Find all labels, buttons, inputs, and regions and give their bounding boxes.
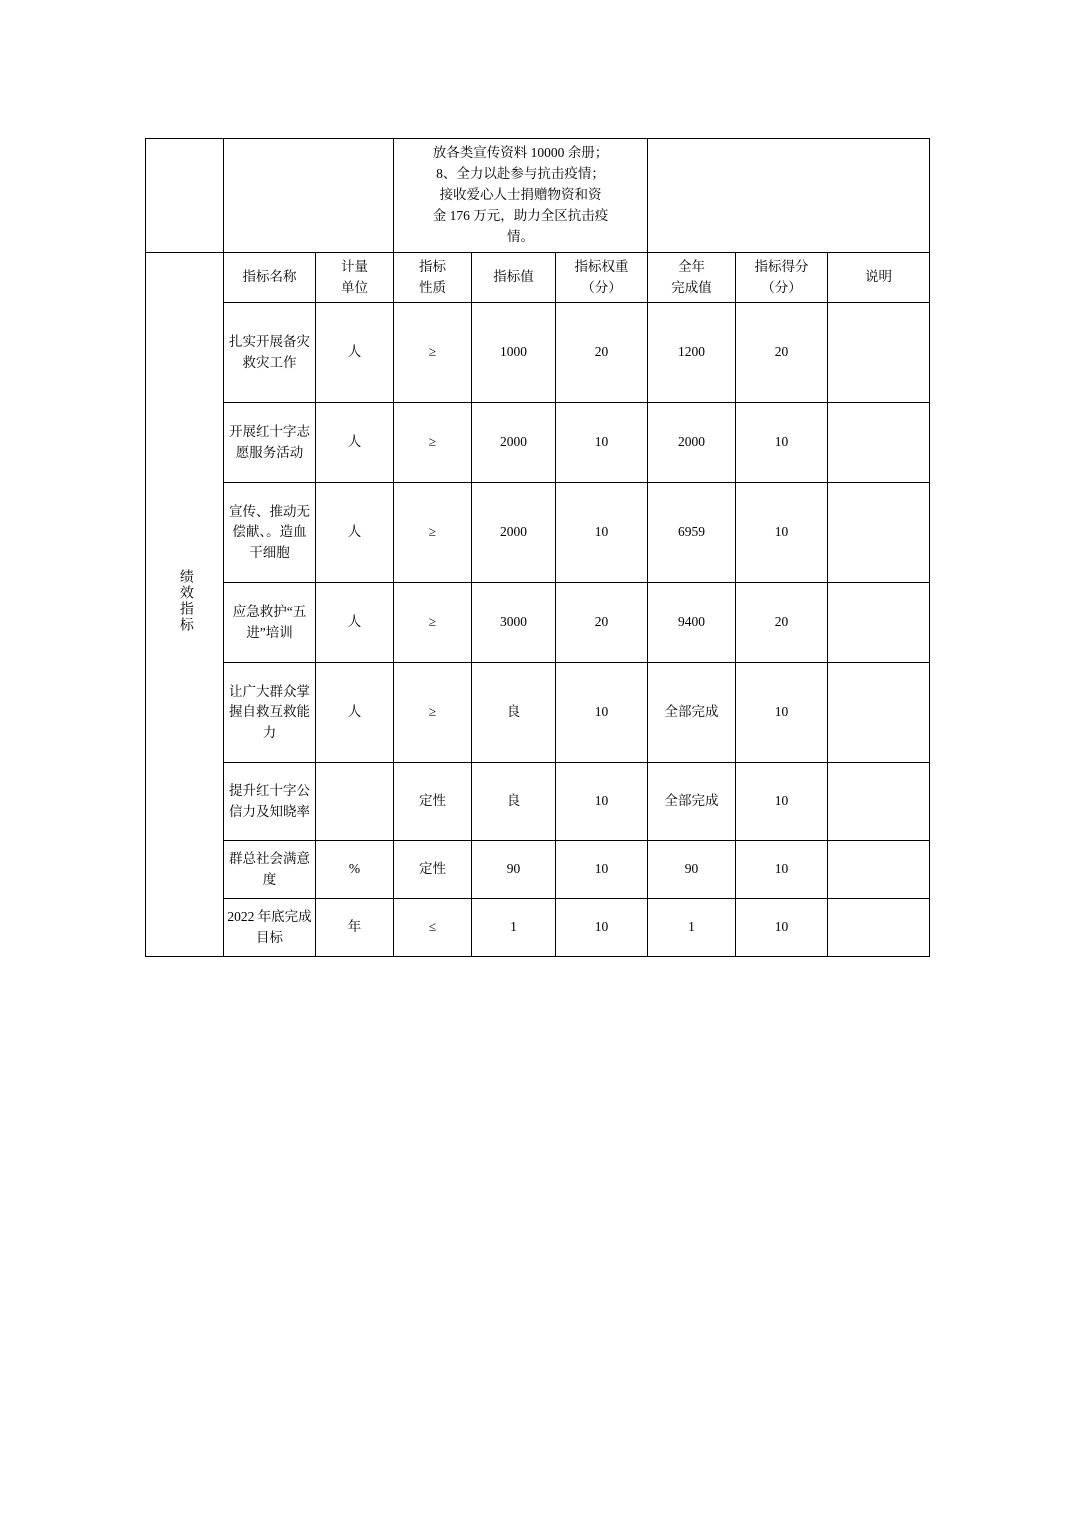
cell-annual: 1: [648, 899, 736, 957]
narrative-line-5: 情。: [507, 228, 534, 244]
narrative-line-2: 8、全力以赴参与抗击疫情；: [436, 165, 605, 181]
header-weight-line1: 指标权重: [574, 258, 629, 274]
cell-nature: ≥: [394, 483, 472, 583]
cell-annual: 全部完成: [648, 763, 736, 841]
cell-weight: 10: [556, 841, 648, 899]
header-weight: [556, 252, 648, 303]
cell-score: 10: [736, 403, 828, 483]
cell-weight: 20: [556, 303, 648, 403]
cell-weight: 10: [556, 483, 648, 583]
narrative-right-spacer: [648, 139, 930, 253]
cell-indicator-name: 提升红十字公信力及知晓率: [224, 763, 316, 841]
header-annual-line2: 完成值: [671, 279, 712, 295]
cell-annual: 6959: [648, 483, 736, 583]
cell-unit: 人: [316, 303, 394, 403]
cell-score: 10: [736, 663, 828, 763]
cell-annual: 全部完成: [648, 663, 736, 763]
cell-score: 20: [736, 303, 828, 403]
performance-indicator-table: [145, 138, 930, 957]
cell-weight: 20: [556, 583, 648, 663]
cell-unit: [316, 763, 394, 841]
cell-score: 10: [736, 841, 828, 899]
cell-nature: 定性: [394, 841, 472, 899]
cell-note: [828, 841, 930, 899]
cell-value: 3000: [472, 583, 556, 663]
cell-value: 2000: [472, 403, 556, 483]
table-row: [146, 841, 930, 899]
table-row: [146, 303, 930, 403]
cell-nature: ≥: [394, 583, 472, 663]
table-row: [146, 663, 930, 763]
cell-note: [828, 583, 930, 663]
cell-note: [828, 899, 930, 957]
cell-indicator-name: 2022 年底完成目标: [224, 899, 316, 957]
cell-weight: 10: [556, 763, 648, 841]
cell-note: [828, 663, 930, 763]
cell-value: 1: [472, 899, 556, 957]
header-annual: [648, 252, 736, 303]
cell-nature: 定性: [394, 763, 472, 841]
cell-score: 20: [736, 583, 828, 663]
header-score: [736, 252, 828, 303]
table-row-narrative: [146, 139, 930, 253]
cell-unit: 人: [316, 663, 394, 763]
cell-indicator-name: 群总社会满意度: [224, 841, 316, 899]
cell-value: 1000: [472, 303, 556, 403]
cell-note: [828, 303, 930, 403]
cell-indicator-name: 扎实开展备灾救灾工作: [224, 303, 316, 403]
header-value: 指标值: [472, 252, 556, 303]
table-row: [146, 763, 930, 841]
cell-value: 2000: [472, 483, 556, 583]
header-unit-line2: 单位: [341, 279, 368, 295]
cell-unit: 人: [316, 483, 394, 583]
cell-annual: 2000: [648, 403, 736, 483]
cell-nature: ≥: [394, 303, 472, 403]
cell-value: 90: [472, 841, 556, 899]
table-row: [146, 403, 930, 483]
narrative-line-3: 接收爱心人士捐赠物资和资: [439, 186, 602, 202]
cell-annual: 1200: [648, 303, 736, 403]
header-unit: [316, 252, 394, 303]
row-group-label-text: 绩效指标: [177, 569, 193, 634]
header-indicator-name: 指标名称: [224, 252, 316, 303]
cell-score: 10: [736, 763, 828, 841]
narrative-line-4: 金 176 万元，助力全区抗击疫: [432, 207, 609, 223]
cell-weight: 10: [556, 663, 648, 763]
narrative-left-spacer: [146, 139, 224, 253]
header-unit-line1: 计量: [341, 258, 368, 274]
cell-note: [828, 403, 930, 483]
narrative-text: [394, 139, 648, 253]
cell-weight: 10: [556, 403, 648, 483]
narrative-second-spacer: [224, 139, 394, 253]
table-row: [146, 583, 930, 663]
table-row: [146, 899, 930, 957]
cell-unit: 人: [316, 403, 394, 483]
cell-value: 良: [472, 663, 556, 763]
cell-nature: ≥: [394, 403, 472, 483]
cell-annual: 9400: [648, 583, 736, 663]
header-nature-line1: 指标: [419, 258, 446, 274]
cell-value: 良: [472, 763, 556, 841]
cell-nature: ≤: [394, 899, 472, 957]
cell-indicator-name: 宣传、推动无偿献、。造血干细胞: [224, 483, 316, 583]
cell-note: [828, 763, 930, 841]
header-nature-line2: 性质: [419, 279, 446, 295]
header-score-line2: （分）: [761, 279, 802, 295]
cell-score: 10: [736, 483, 828, 583]
cell-score: 10: [736, 899, 828, 957]
cell-unit: 人: [316, 583, 394, 663]
table-header-row: [146, 252, 930, 303]
header-nature: [394, 252, 472, 303]
row-group-label: [146, 252, 224, 957]
header-score-line1: 指标得分: [754, 258, 809, 274]
header-note: 说明: [828, 252, 930, 303]
cell-note: [828, 483, 930, 583]
cell-indicator-name: 让广大群众掌握自救互救能力: [224, 663, 316, 763]
table-row: [146, 483, 930, 583]
header-weight-line2: （分）: [581, 279, 622, 295]
cell-indicator-name: 开展红十字志愿服务活动: [224, 403, 316, 483]
narrative-line-1: 放各类宣传资料 10000 余册；: [432, 145, 609, 160]
cell-indicator-name: 应急救护“五进”培训: [224, 583, 316, 663]
header-annual-line1: 全年: [678, 258, 706, 274]
cell-unit: 年: [316, 899, 394, 957]
cell-weight: 10: [556, 899, 648, 957]
cell-unit: %: [316, 841, 394, 899]
cell-annual: 90: [648, 841, 736, 899]
cell-nature: ≥: [394, 663, 472, 763]
